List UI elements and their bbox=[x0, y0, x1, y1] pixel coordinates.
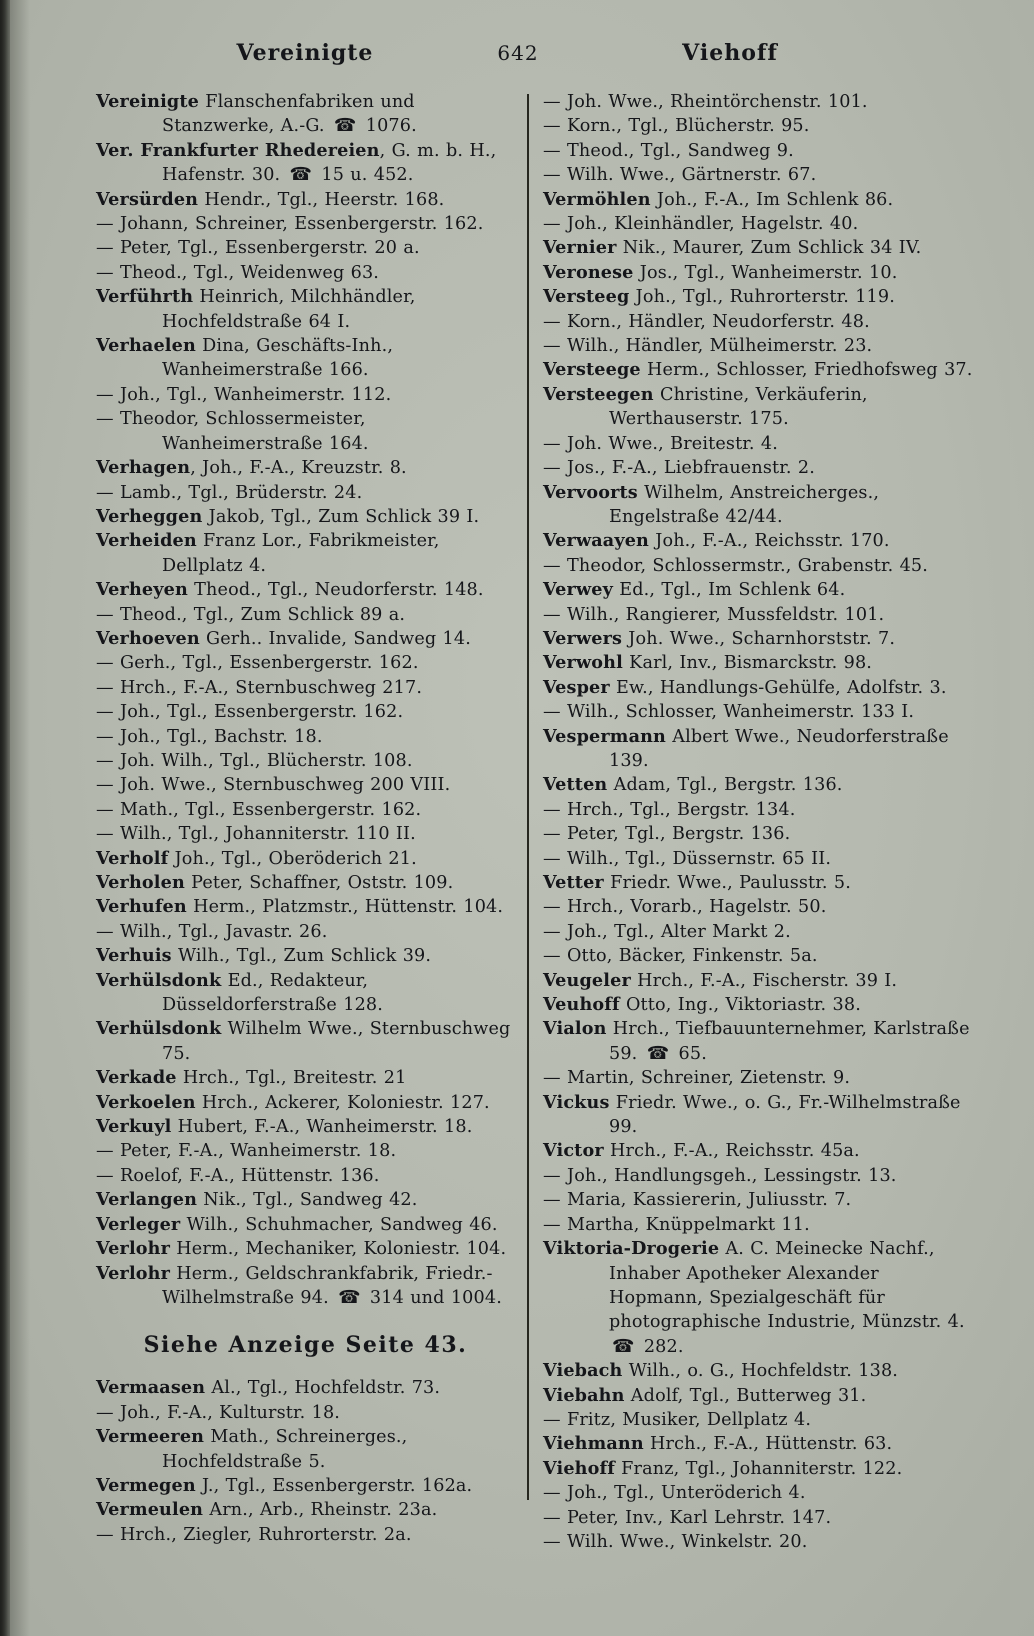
directory-entry: — Martha, Knüppelmarkt 11. bbox=[543, 1214, 810, 1235]
directory-entry: Verwey Ed., Tgl., Im Schlenk 64. bbox=[543, 579, 846, 601]
directory-entry: — Otto, Bäcker, Finkenstr. 5a. bbox=[543, 946, 818, 967]
directory-entry: Vermeeren Math., Schreinerges., Hochfeldstraße 5. bbox=[96, 1426, 408, 1472]
entry-surname: Vetten bbox=[543, 774, 608, 796]
entry-surname: Verhuis bbox=[96, 945, 172, 967]
page-header bbox=[0, 38, 1034, 68]
directory-entry: Verleger Wilh., Schuhmacher, Sandweg 46. bbox=[96, 1213, 498, 1235]
entry-surname: Vickus bbox=[543, 1091, 610, 1113]
directory-entry: Verhoeven Gerh.. Invalide, Sandweg 14. bbox=[96, 627, 471, 649]
directory-entry: — Martin, Schreiner, Zietenstr. 9. bbox=[543, 1068, 851, 1089]
directory-entry: — Hrch., Ziegler, Ruhrorterstr. 2a. bbox=[96, 1524, 412, 1545]
directory-entry: — Peter, F.-A., Wanheimerstr. 18. bbox=[96, 1141, 397, 1162]
telephone-icon: ☎ bbox=[646, 1042, 670, 1064]
entry-surname: Victor bbox=[543, 1140, 604, 1162]
entry-surname: Verholf bbox=[96, 847, 169, 869]
entry-surname: Verhoeven bbox=[96, 627, 200, 649]
directory-entry: Verlohr Herm., Geldschrankfabrik, Friedr.-Wilhelmstraße 94. ☎ 314 und 1004. bbox=[96, 1262, 502, 1308]
directory-entry: — Wilh., Tgl., Johanniterstr. 110 II. bbox=[96, 824, 416, 845]
entry-surname: Viebach bbox=[543, 1360, 623, 1382]
directory-entry: — Theod., Tgl., Zum Schlick 89 a. bbox=[96, 604, 406, 625]
directory-entry: Versteeg Joh., Tgl., Ruhrorterstr. 119. bbox=[543, 286, 895, 308]
directory-entry: — Hrch., Tgl., Bergstr. 134. bbox=[543, 799, 796, 820]
directory-entry: — Theodor, Schlossermstr., Grabenstr. 45. bbox=[543, 555, 928, 576]
directory-entry: Verhaelen Dina, Geschäfts-Inh., Wanheimerstraße 166. bbox=[96, 335, 394, 381]
directory-entry: Verhülsdonk Ed., Redakteur, Düsseldorferstraße 128. bbox=[96, 969, 384, 1016]
directory-entry: Ver. Frankfurter Rhedereien, G. m. b. H., Hafenstr. 30. ☎ 15 u. 452. bbox=[96, 139, 497, 186]
directory-entry: Vesper Ew., Handlungs-Gehülfe, Adolfstr. 3. bbox=[543, 676, 947, 698]
telephone-icon: ☎ bbox=[289, 164, 313, 186]
directory-entry: — Joh. Wilh., Tgl., Blücherstr. 108. bbox=[96, 750, 413, 771]
entry-surname: Vespermann bbox=[543, 725, 666, 747]
entry-surname: Verhagen bbox=[96, 457, 191, 479]
directory-entry: — Lamb., Tgl., Brüderstr. 24. bbox=[96, 482, 363, 503]
directory-entry: — Hrch., F.-A., Sternbuschweg 217. bbox=[96, 677, 423, 698]
directory-entry: — Wilh., Schlosser, Wanheimerstr. 133 I. bbox=[543, 702, 915, 723]
directory-entry: — Roelof, F.-A., Hüttenstr. 136. bbox=[96, 1165, 380, 1186]
entry-surname: Vernier bbox=[543, 237, 617, 259]
directory-entry: Verholen Peter, Schaffner, Oststr. 109. bbox=[96, 872, 454, 893]
entry-surname: Viehoff bbox=[543, 1457, 615, 1479]
entry-surname: Verlohr bbox=[96, 1262, 171, 1284]
entry-surname: Versteegen bbox=[543, 383, 654, 405]
directory-entry: — Peter, Tgl., Bergstr. 136. bbox=[543, 824, 791, 845]
entry-surname: Verlangen bbox=[96, 1189, 198, 1211]
entry-surname: Versteege bbox=[543, 359, 641, 381]
directory-entry: Versürden Hendr., Tgl., Heerstr. 168. bbox=[96, 188, 445, 210]
directory-entry: Vermegen J., Tgl., Essenbergerstr. 162a. bbox=[96, 1474, 473, 1496]
entry-surname: Viktoria-Drogerie bbox=[543, 1238, 720, 1260]
directory-entry: — Joh. Wwe., Breitestr. 4. bbox=[543, 433, 778, 454]
directory-entry: Verhufen Herm., Platzmstr., Hüttenstr. 104. bbox=[96, 896, 504, 918]
directory-entry: Vetten Adam, Tgl., Bergstr. 136. bbox=[543, 774, 843, 796]
directory-entry: — Korn., Tgl., Blücherstr. 95. bbox=[543, 116, 810, 137]
entry-surname: Verkoelen bbox=[96, 1091, 196, 1113]
header-keyword-right: Viehoff bbox=[682, 40, 778, 66]
directory-entry: — Joh., Tgl., Alter Markt 2. bbox=[543, 921, 791, 942]
directory-entry: Verheiden Franz Lor., Fabrikmeister, Dellplatz 4. bbox=[96, 530, 440, 576]
directory-entry: Verheyen Theod., Tgl., Neudorferstr. 148. bbox=[96, 579, 484, 601]
directory-entry: Verkoelen Hrch., Ackerer, Koloniestr. 127. bbox=[96, 1091, 490, 1113]
directory-entry: Versteege Herm., Schlosser, Friedhofsweg 37. bbox=[543, 359, 973, 381]
directory-entry: — Theod., Tgl., Weidenweg 63. bbox=[96, 262, 380, 283]
directory-entry: — Korn., Händler, Neudorferstr. 48. bbox=[543, 311, 870, 332]
directory-entry: Verlangen Nik., Tgl., Sandweg 42. bbox=[96, 1189, 418, 1211]
directory-entry: Verheggen Jakob, Tgl., Zum Schlick 39 I. bbox=[96, 505, 480, 527]
see-advert-notice: Siehe Anzeige Seite 43. bbox=[143, 1332, 468, 1359]
directory-entry: Viehoff Franz, Tgl., Johanniterstr. 122. bbox=[543, 1457, 903, 1479]
directory-entry: Vialon Hrch., Tiefbauunternehmer, Karlstraße 59. ☎ 65. bbox=[543, 1018, 970, 1064]
directory-entry: — Peter, Inv., Karl Lehrstr. 147. bbox=[543, 1507, 832, 1528]
entry-surname: Verleger bbox=[96, 1213, 181, 1235]
directory-columns bbox=[96, 90, 978, 1596]
telephone-icon: ☎ bbox=[333, 115, 357, 137]
directory-entry: — Wilh. Wwe., Winkelstr. 20. bbox=[543, 1531, 808, 1552]
entry-surname: Ver. Frankfurter Rhedereien bbox=[96, 139, 380, 161]
directory-entry: — Joh., F.-A., Kulturstr. 18. bbox=[96, 1402, 341, 1423]
directory-entry: Viktoria-Drogerie A. C. Meinecke Nachf., Inhaber Apotheker Alexander Hopmann, Spezialgeschäft für photographische Industrie, Münzstr. 4. ☎ 282. bbox=[543, 1238, 965, 1357]
directory-entry: — Joh., Kleinhändler, Hagelstr. 40. bbox=[543, 214, 859, 235]
directory-entry: Vermaasen Al., Tgl., Hochfeldstr. 73. bbox=[96, 1377, 441, 1399]
directory-entry: — Joh. Wwe., Sternbuschweg 200 VIII. bbox=[96, 775, 451, 796]
directory-entry: Viehmann Hrch., F.-A., Hüttenstr. 63. bbox=[543, 1433, 893, 1455]
entry-surname: Versürden bbox=[96, 188, 199, 210]
directory-entry: — Fritz, Musiker, Dellplatz 4. bbox=[543, 1409, 812, 1430]
directory-entry: — Wilh., Händler, Mülheimerstr. 23. bbox=[543, 336, 873, 357]
entry-surname: Verwey bbox=[543, 579, 613, 601]
telephone-icon: ☎ bbox=[612, 1335, 635, 1357]
entry-surname: Vermöhlen bbox=[543, 188, 651, 210]
directory-entry: Vickus Friedr. Wwe., o. G., Fr.-Wilhelmstraße 99. bbox=[543, 1091, 961, 1138]
entry-surname: Vesper bbox=[543, 676, 610, 698]
directory-entry: Verwers Joh. Wwe., Scharnhorststr. 7. bbox=[543, 627, 896, 649]
directory-entry: Verhülsdonk Wilhelm Wwe., Sternbuschweg 75. bbox=[96, 1018, 511, 1064]
directory-entry: — Theodor, Schlossermeister, Wanheimerstraße 164. bbox=[96, 409, 369, 454]
directory-entry: Vespermann Albert Wwe., Neudorferstraße 139. bbox=[543, 725, 949, 771]
directory-entry: — Jos., F.-A., Liebfrauenstr. 2. bbox=[543, 458, 815, 479]
directory-entry: — Gerh., Tgl., Essenbergerstr. 162. bbox=[96, 653, 419, 674]
directory-entry: — Wilh., Tgl., Düssernstr. 65 II. bbox=[543, 848, 832, 869]
directory-entry: — Maria, Kassiererin, Juliusstr. 7. bbox=[543, 1190, 852, 1211]
entry-surname: Vermaasen bbox=[96, 1377, 206, 1399]
entry-surname: Vermegen bbox=[96, 1474, 196, 1496]
directory-entry: Vereinigte Flanschenfabriken und Stanzwerke, A.-G. ☎ 1076. bbox=[96, 91, 417, 137]
page-number: 642 bbox=[497, 41, 539, 65]
directory-entry: — Wilh., Tgl., Javastr. 26. bbox=[96, 921, 328, 942]
entry-surname: Verholen bbox=[96, 872, 185, 893]
directory-entry: Veuhoff Otto, Ing., Viktoriastr. 38. bbox=[543, 994, 861, 1016]
left-column bbox=[96, 90, 515, 1596]
entry-surname: Vervoorts bbox=[543, 481, 638, 503]
entry-surname: Vermeeren bbox=[96, 1426, 205, 1448]
directory-entry: — Joh., Tgl., Essenbergerstr. 162. bbox=[96, 702, 404, 723]
entry-surname: Veuhoff bbox=[543, 994, 620, 1016]
entry-surname: Verheggen bbox=[96, 505, 203, 527]
entry-surname: Verwaayen bbox=[543, 530, 650, 552]
entry-surname: Verheyen bbox=[96, 579, 188, 601]
directory-entry: Veugeler Hrch., F.-A., Fischerstr. 39 I. bbox=[543, 969, 898, 991]
directory-entry: Vervoorts Wilhelm, Anstreicherges., Engelstraße 42/44. bbox=[543, 481, 880, 527]
entry-surname: Verheiden bbox=[96, 530, 197, 552]
entry-surname: Verhaelen bbox=[96, 335, 196, 357]
directory-entry: Viebach Wilh., o. G., Hochfeldstr. 138. bbox=[543, 1360, 899, 1382]
scan-edge-shadow bbox=[0, 0, 10, 1636]
directory-entry: Vermöhlen Joh., F.-A., Im Schlenk 86. bbox=[543, 188, 894, 210]
entry-surname: Vetter bbox=[543, 872, 604, 893]
directory-entry: Vetter Friedr. Wwe., Paulusstr. 5. bbox=[543, 872, 851, 893]
directory-entry: — Peter, Tgl., Essenbergerstr. 20 a. bbox=[96, 238, 420, 259]
entry-surname: Viehmann bbox=[543, 1433, 644, 1455]
directory-entry: — Joh., Tgl., Unteröderich 4. bbox=[543, 1483, 806, 1504]
entry-surname: Veronese bbox=[543, 261, 634, 283]
directory-entry: Versteegen Christine, Verkäuferin, Werthauserstr. 175. bbox=[543, 383, 868, 430]
directory-entry: — Wilh., Rangierer, Mussfeldstr. 101. bbox=[543, 604, 885, 625]
entry-surname: Veugeler bbox=[543, 969, 631, 991]
telephone-icon: ☎ bbox=[338, 1286, 361, 1308]
entry-surname: Vereinigte bbox=[96, 91, 199, 112]
entry-surname: Verführth bbox=[96, 286, 194, 308]
directory-entry: Vernier Nik., Maurer, Zum Schlick 34 IV. bbox=[543, 237, 922, 259]
entry-surname: Vialon bbox=[543, 1018, 607, 1040]
directory-entry: — Joh., Tgl., Bachstr. 18. bbox=[96, 726, 323, 747]
entry-surname: Verwohl bbox=[543, 652, 623, 674]
entry-surname: Verhülsdonk bbox=[96, 969, 222, 991]
directory-entry: Verkade Hrch., Tgl., Breitestr. 21 bbox=[96, 1067, 407, 1089]
directory-entry: — Joh., Tgl., Wanheimerstr. 112. bbox=[96, 384, 392, 405]
directory-entry: Verholf Joh., Tgl., Oberöderich 21. bbox=[96, 847, 417, 869]
entry-surname: Verhufen bbox=[96, 896, 187, 918]
directory-entry: Verhagen, Joh., F.-A., Kreuzstr. 8. bbox=[96, 457, 407, 479]
entry-surname: Verkade bbox=[96, 1067, 177, 1089]
directory-entry: Verführth Heinrich, Milchhändler, Hochfeldstraße 64 I. bbox=[96, 286, 416, 332]
directory-entry: Veronese Jos., Tgl., Wanheimerstr. 10. bbox=[543, 261, 898, 283]
entry-surname: Viebahn bbox=[543, 1384, 625, 1406]
entry-surname: Versteeg bbox=[543, 286, 630, 308]
right-column bbox=[543, 90, 978, 1596]
directory-entry: — Math., Tgl., Essenbergerstr. 162. bbox=[96, 799, 422, 820]
directory-entry: — Johann, Schreiner, Essenbergerstr. 162. bbox=[96, 214, 484, 235]
directory-entry: Victor Hrch., F.-A., Reichsstr. 45a. bbox=[543, 1140, 860, 1162]
directory-entry: — Wilh. Wwe., Gärtnerstr. 67. bbox=[543, 165, 817, 186]
directory-entry: Verwohl Karl, Inv., Bismarckstr. 98. bbox=[543, 652, 873, 674]
directory-entry: — Hrch., Vorarb., Hagelstr. 50. bbox=[543, 897, 827, 918]
directory-entry: Verkuyl Hubert, F.-A., Wanheimerstr. 18. bbox=[96, 1116, 473, 1138]
directory-entry: Verwaayen Joh., F.-A., Reichsstr. 170. bbox=[543, 530, 890, 552]
entry-surname: Verkuyl bbox=[96, 1116, 172, 1138]
directory-entry: Verhuis Wilh., Tgl., Zum Schlick 39. bbox=[96, 945, 432, 967]
entry-surname: Verhülsdonk bbox=[96, 1018, 222, 1040]
directory-entry: Viebahn Adolf, Tgl., Butterweg 31. bbox=[543, 1384, 867, 1406]
directory-entry: Verlohr Herm., Mechaniker, Koloniestr. 104. bbox=[96, 1238, 507, 1260]
directory-entry: Vermeulen Arn., Arb., Rheinstr. 23a. bbox=[96, 1499, 438, 1521]
directory-entry: — Joh., Handlungsgeh., Lessingstr. 13. bbox=[543, 1165, 897, 1186]
directory-entry: — Theod., Tgl., Sandweg 9. bbox=[543, 140, 794, 161]
entry-surname: Vermeulen bbox=[96, 1499, 204, 1521]
header-keyword-left: Vereinigte bbox=[236, 40, 374, 66]
directory-entry: — Joh. Wwe., Rheintörchenstr. 101. bbox=[543, 92, 868, 112]
entry-surname: Verlohr bbox=[96, 1238, 171, 1260]
column-divider bbox=[527, 94, 529, 1500]
entry-surname: Verwers bbox=[543, 627, 623, 649]
